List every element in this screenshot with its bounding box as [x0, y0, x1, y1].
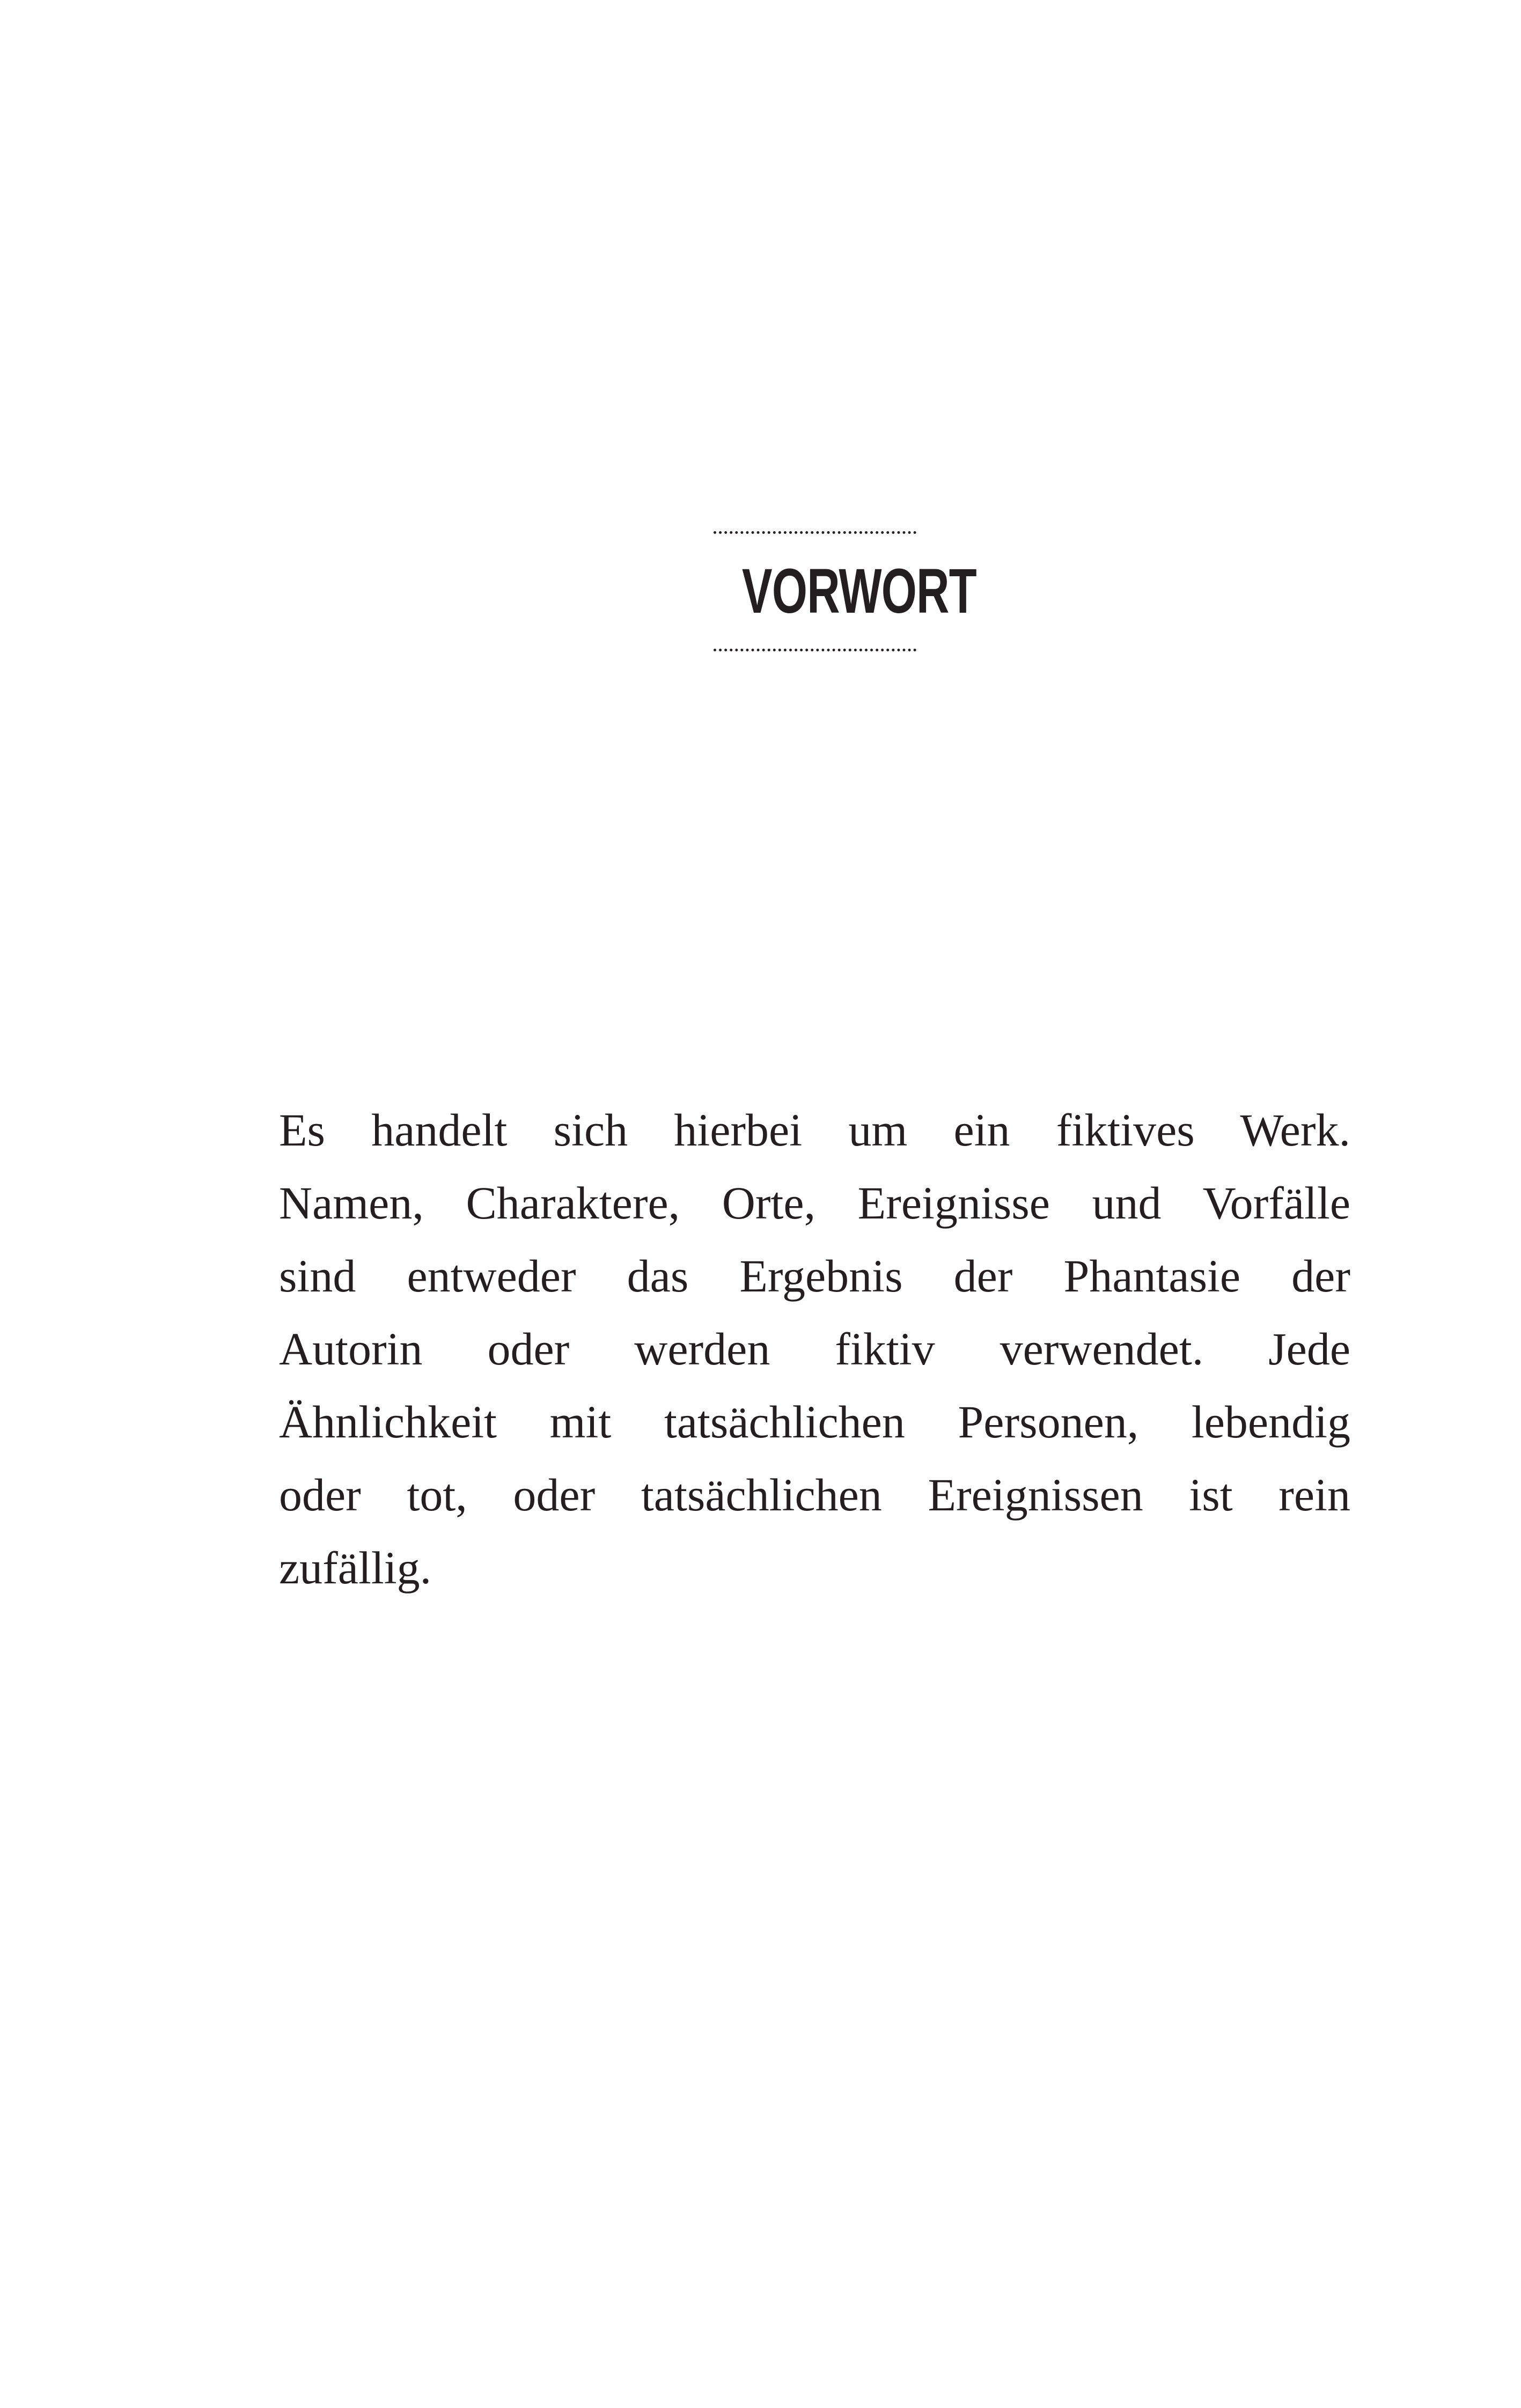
paragraph-line: oder tot, oder tatsächlichen Ereignissen ist rein	[279, 1469, 1350, 1521]
top-dotted-rule	[714, 531, 916, 534]
paragraph-line: zufällig.	[279, 1542, 432, 1594]
paragraph-line: Ähnlichkeit mit tatsächlichen Personen, lebendig	[279, 1396, 1350, 1448]
page-title: VORWORT	[741, 556, 976, 627]
paragraph-line: Namen, Charaktere, Orte, Ereignisse und Vorfälle	[279, 1177, 1350, 1229]
bottom-dotted-rule	[714, 649, 916, 651]
paragraph-line: Autorin oder werden fiktiv verwendet. Jede	[279, 1323, 1350, 1375]
paragraph-line: Es handelt sich hierbei um ein fiktives Werk.	[279, 1104, 1350, 1156]
disclaimer-paragraph	[279, 1093, 1350, 1604]
heading-block	[714, 531, 976, 651]
paragraph-line: sind entweder das Ergebnis der Phantasie der	[279, 1250, 1350, 1302]
